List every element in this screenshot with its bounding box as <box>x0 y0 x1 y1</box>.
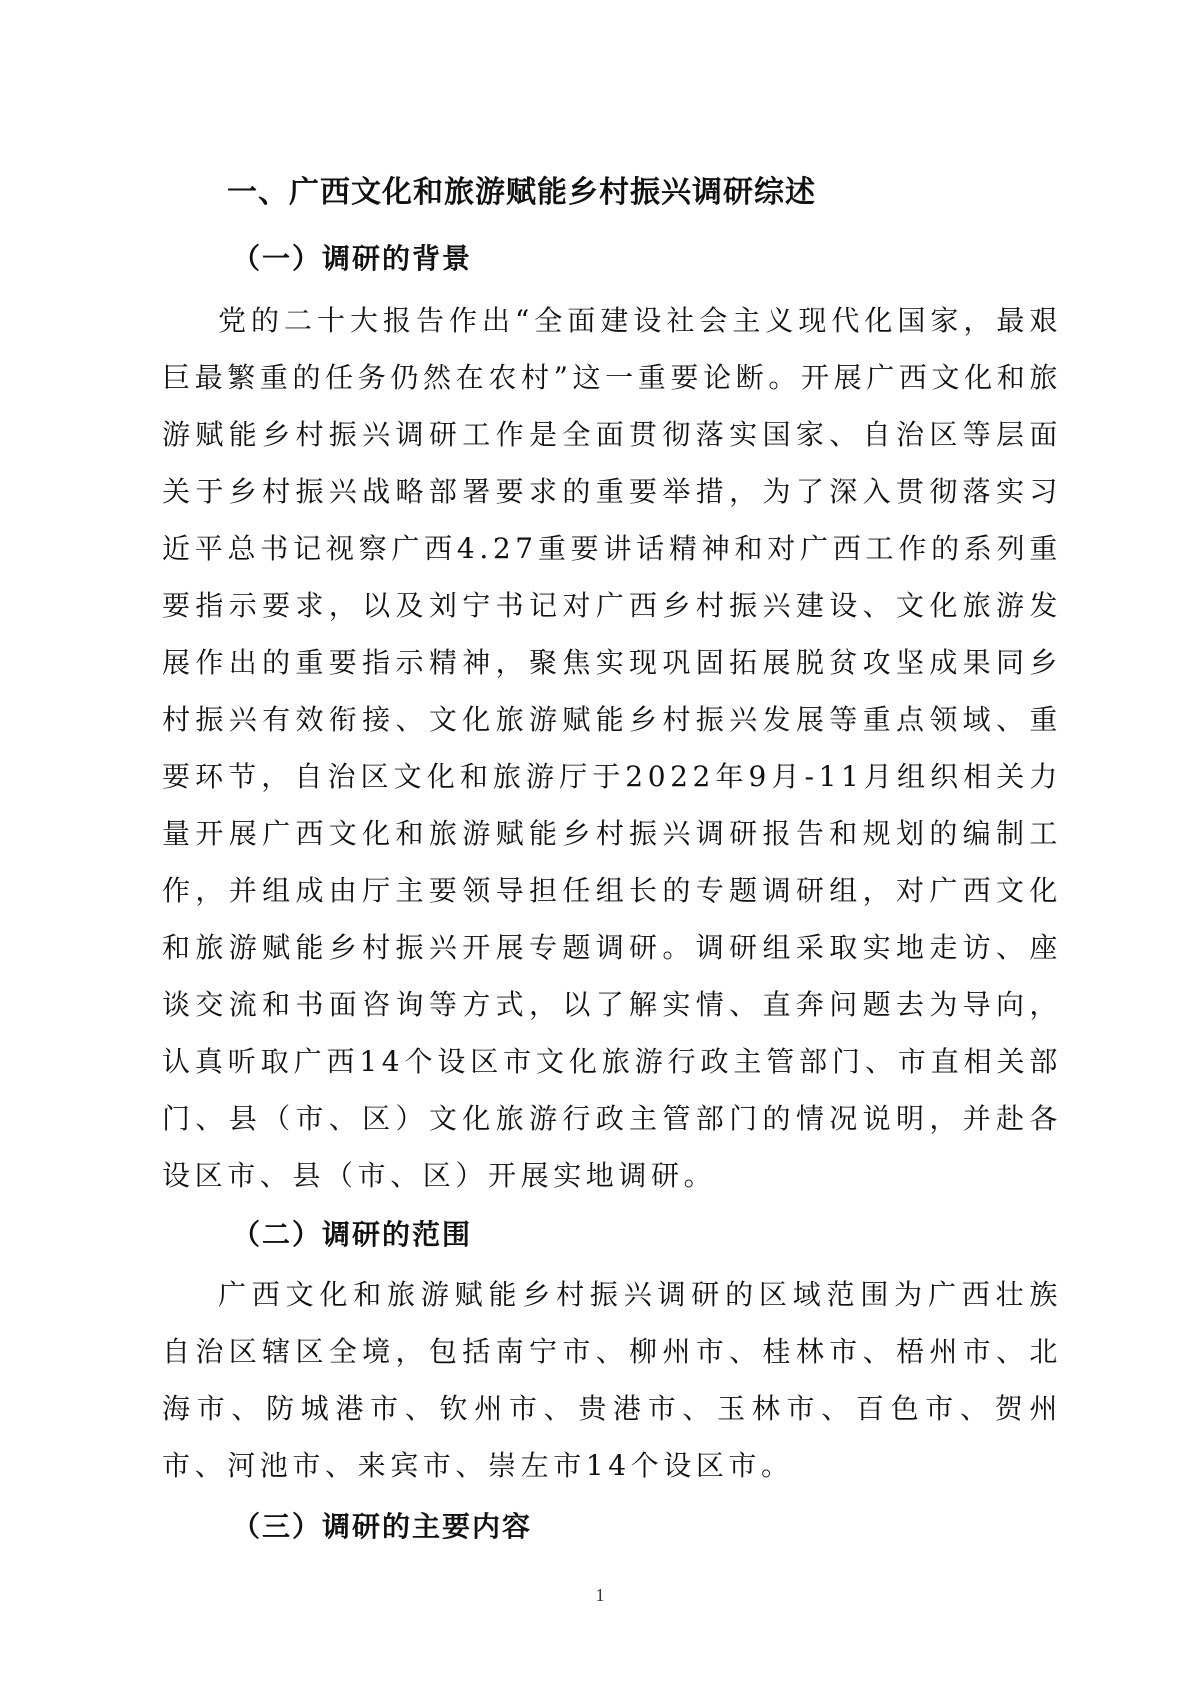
paragraph-background: 党的二十大报告作出“全面建设社会主义现代化国家，最艰巨最繁重的任务仍然在农村”这一重要论断。开展广西文化和旅游赋能乡村振兴调研工作是全面贯彻落实国家、自治区等层面关于乡村振兴战略部署要求的重要举措，为了深入贯彻落实习近平总书记视察广西4.27重要讲话精神和对广西工作的系列重要指示要求，以及刘宁书记对广西乡村振兴建设、文化旅游发展作出的重要指示精神，聚焦实现巩固拓展脱贫攻坚成果同乡村振兴有效衔接、文化旅游赋能乡村振兴发展等重点领域、重要环节，自治区文化和旅游厅于2022年9月-11月组织相关力量开展广西文化和旅游赋能乡村振兴调研报告和规划的编制工作，并组成由厅主要领导担任组长的专题调研组，对广西文化和旅游赋能乡村振兴开展专题调研。调研组采取实地走访、座谈交流和书面咨询等方式，以了解实情、直奔问题去为导向，认真听取广西14个设区市文化旅游行政主管部门、市直相关部门、县（市、区）文化旅游行政主管部门的情况说明，并赴各设区市、县（市、区）开展实地调研。 <box>162 304 1062 1192</box>
section-heading-main-content: （三）调研的主要内容 <box>232 1510 533 1543</box>
document-body <box>162 160 1062 1560</box>
section-heading-background: （一）调研的背景 <box>232 242 473 275</box>
page-number: 1 <box>595 1585 605 1605</box>
document-title: 一、广西文化和旅游赋能乡村振兴调研综述 <box>227 175 816 210</box>
section-heading-scope: （二）调研的范围 <box>232 1218 473 1251</box>
paragraph-scope: 广西文化和旅游赋能乡村振兴调研的区域范围为广西壮族自治区辖区全境，包括南宁市、柳州市、桂林市、梧州市、北海市、防城港市、钦州市、贵港市、玉林市、百色市、贺州市、河池市、来宾市、崇左市14个设区市。 <box>162 1278 1062 1482</box>
